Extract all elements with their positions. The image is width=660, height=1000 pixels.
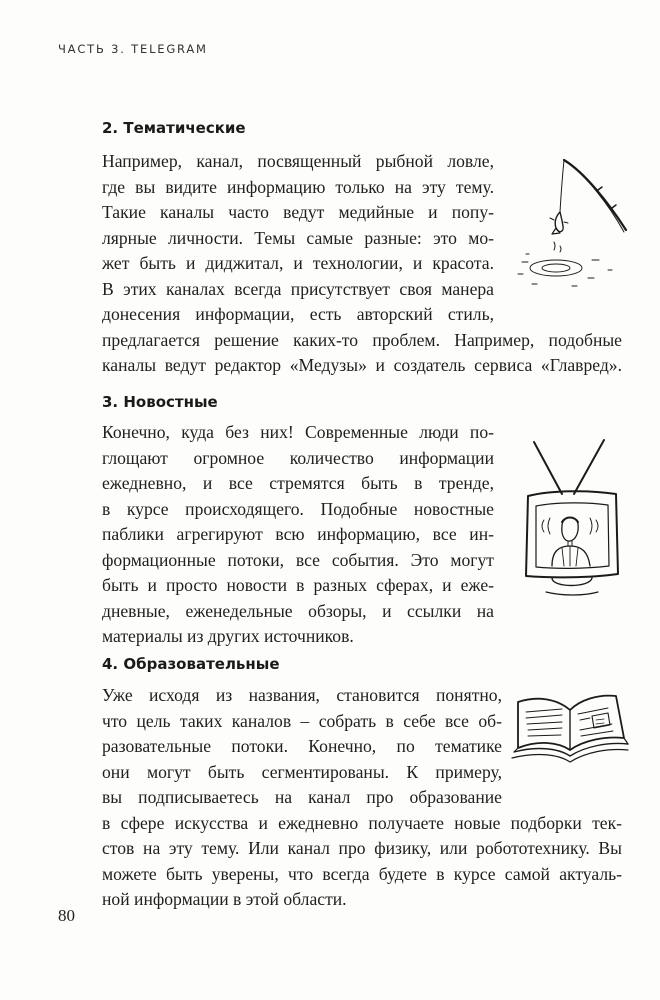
text-line: формационные потоки, все события. Это могут [102, 549, 494, 570]
open-book-illustration [508, 686, 630, 766]
text-line: где вы видите информацию только на эту тему. [102, 176, 494, 197]
text-line: паблики агрегируют всю информацию, все ин- [102, 524, 494, 544]
text-line: в сфере искусства и ежедневно получаете новые подборки тек- [102, 812, 622, 833]
section-heading-news: 3. Новостные [102, 393, 218, 411]
fishing-rod-illustration [512, 150, 630, 295]
text-line: в курсе происходящего. Подобные новостные [102, 498, 494, 519]
text-line: В этих каналах всегда присутствует своя манера [102, 278, 494, 299]
text-line: Такие каналы часто ведут медийные и попу- [102, 202, 494, 222]
text-line: Например, канал, посвященный рыбной ловле, [102, 151, 494, 171]
text-line: материалы из других источников. [102, 626, 354, 646]
text-line: что цель таких каналов – собрать в себе все об- [102, 710, 502, 731]
text-line: можете быть уверены, что всегда будете в курсе самой актуаль- [102, 863, 622, 884]
text-line: ной информации в этой области. [102, 889, 347, 909]
text-line: разовательные потоки. Конечно, по тематике [102, 736, 502, 756]
text-line: они могут быть сегментированы. К примеру, [102, 761, 502, 782]
text-line: глощают огромное количество информации [102, 447, 494, 468]
text-line: стов на эту тему. Или канал про физику, или робототехнику. Вы [102, 838, 622, 858]
text-line: предлагается решение каких-то проблем. Например, подобные [102, 329, 622, 350]
text-line: дневные, еженедельные обзоры, и ссылки на [102, 600, 494, 621]
tv-illustration [512, 432, 630, 602]
text-line: лярные личности. Темы самые разные: это мо- [102, 227, 494, 248]
text-line: вы подписываетесь на канал про образование [102, 787, 502, 807]
text-line: быть и просто новости в разных сферах, и еже- [102, 575, 494, 595]
text-line: Конечно, куда без них! Современные люди по- [102, 422, 494, 442]
section-text-news [102, 420, 494, 650]
text-line: каналы ведут редактор «Медузы» и создатель сервиса «Главред». [102, 355, 622, 375]
running-header: ЧАСТЬ 3. TELEGRAM [58, 42, 208, 56]
text-line: донесения информации, есть авторский стиль, [102, 304, 494, 324]
text-line: ежедневно, и все стремятся быть в тренде, [102, 473, 494, 493]
section-heading-thematic: 2. Тематические [102, 119, 246, 137]
text-line: жет быть и диджитал, и технологии, и красота. [102, 253, 494, 273]
page-number: 80 [58, 906, 75, 925]
section-heading-educational: 4. Образовательные [102, 655, 280, 673]
text-line: Уже исходя из названия, становится понятно, [102, 685, 502, 705]
